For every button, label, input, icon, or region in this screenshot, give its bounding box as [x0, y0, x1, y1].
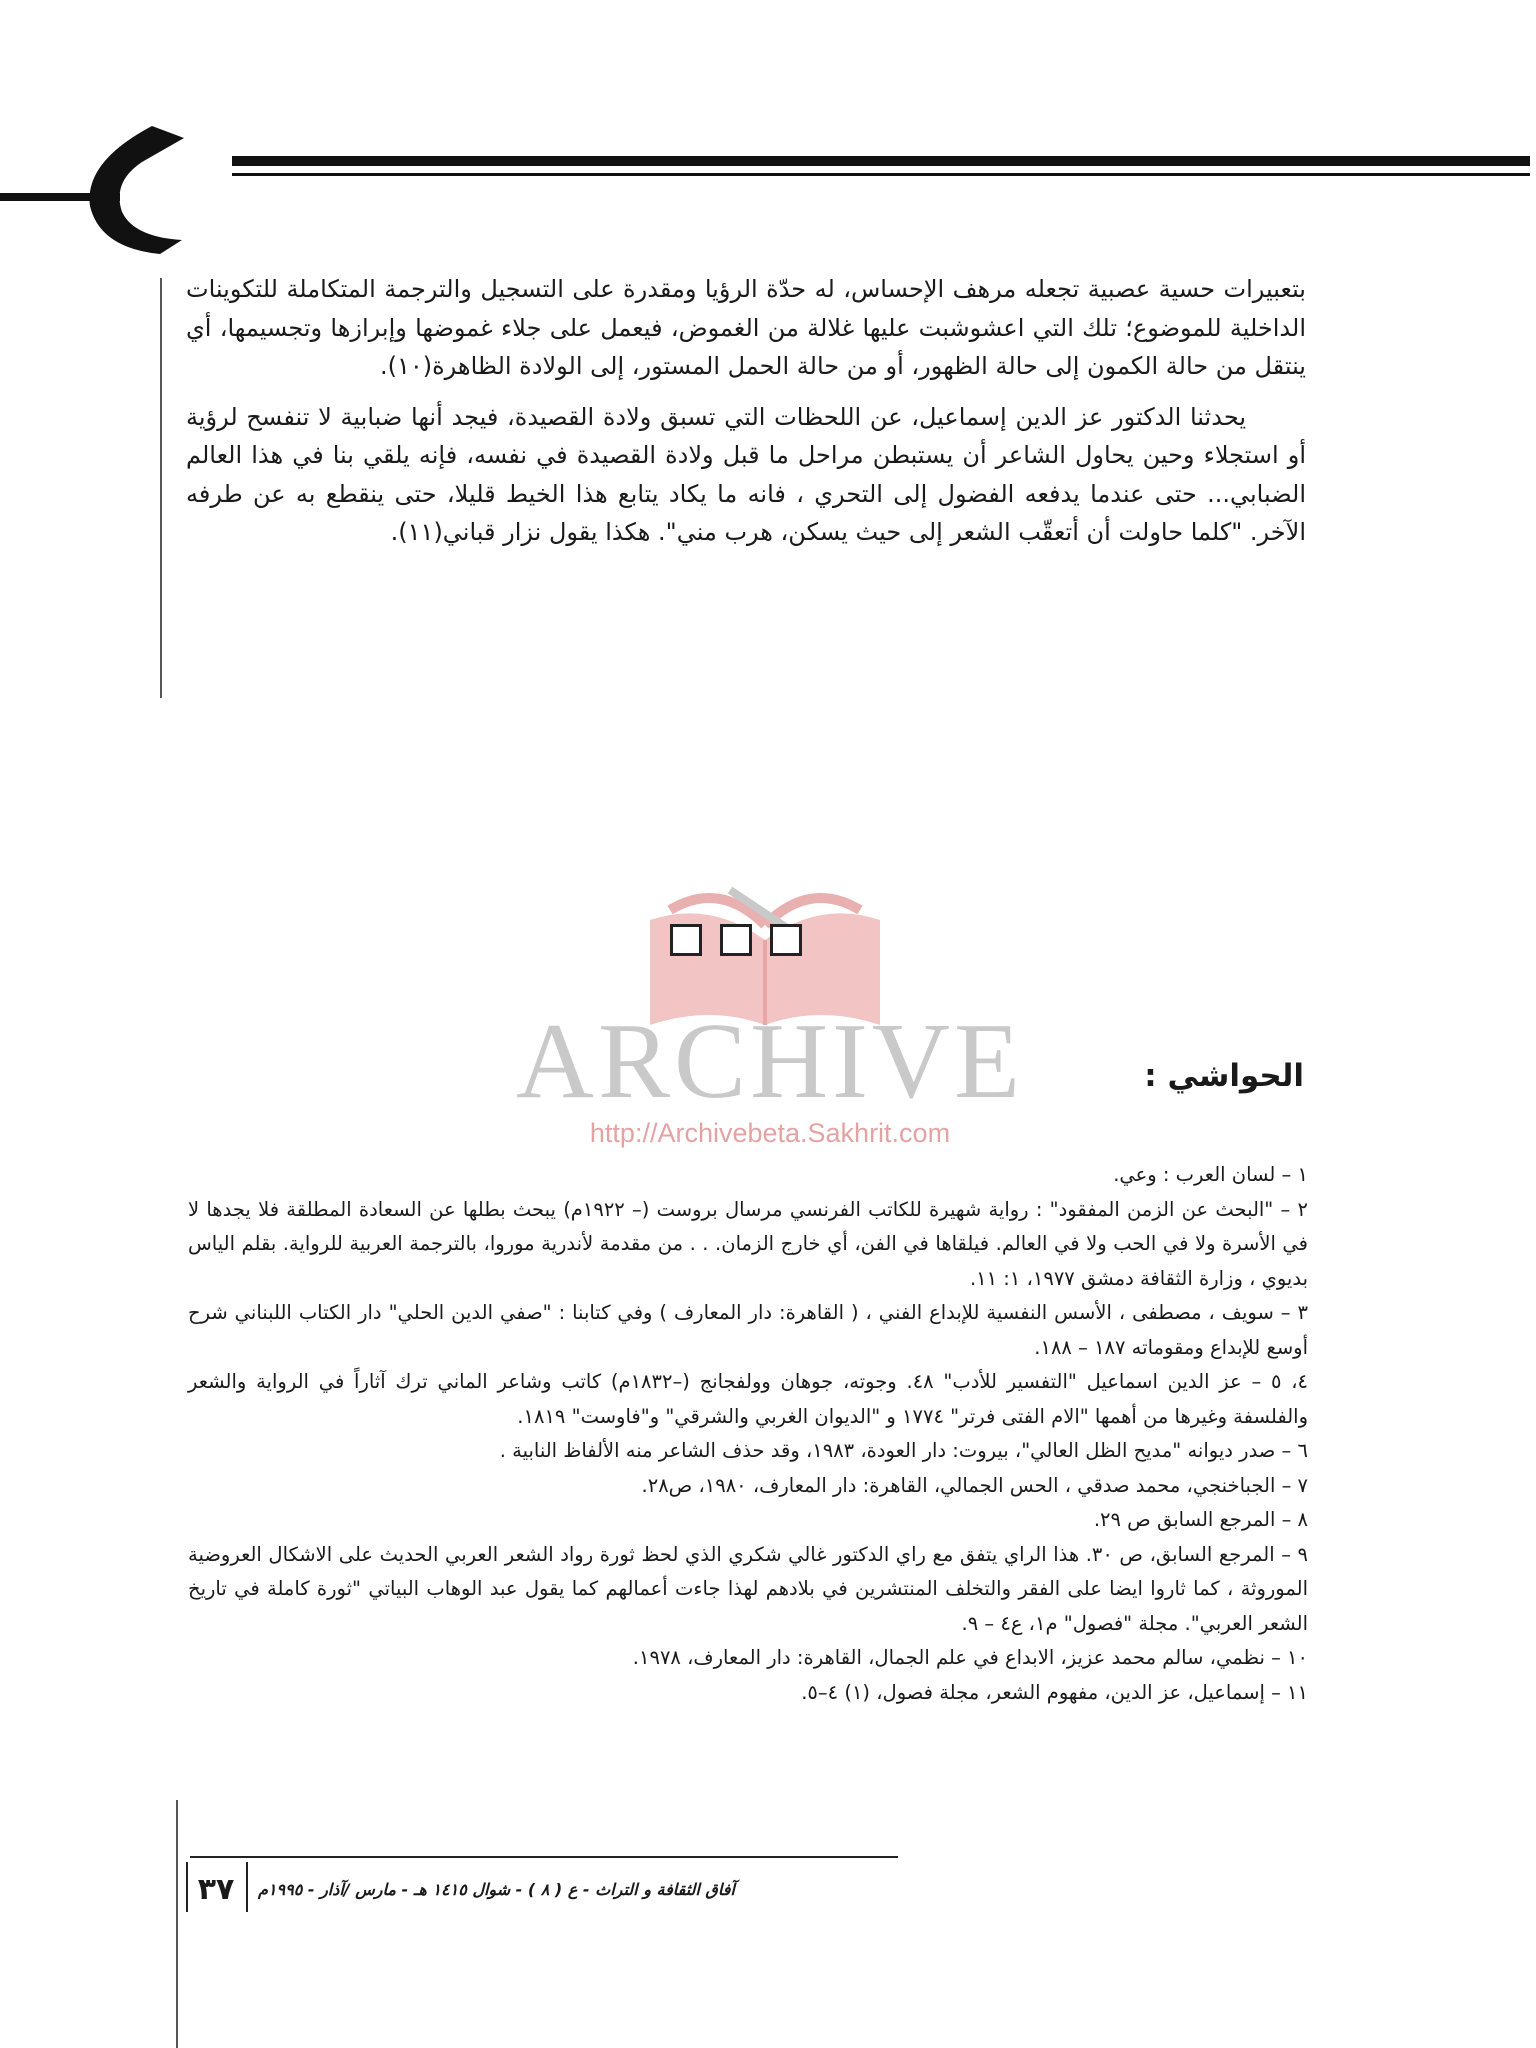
watermark-url[interactable]: http://Archivebeta.Sakhrit.com	[589, 1118, 951, 1148]
notes-heading: الحواشي :	[1144, 1058, 1304, 1094]
footnote-11: ١١ – إسماعيل، عز الدين، مفهوم الشعر، مجلة فصول، (١) ٤–٥.	[801, 1680, 1308, 1704]
header-rule	[232, 156, 1530, 182]
body-text	[186, 270, 1306, 564]
glyph-box	[670, 924, 702, 956]
body-paragraph-1: بتعبيرات حسية عصبية تجعله مرهف الإحساس، له حدّة الرؤيا ومقدرة على التسجيل والترجمة المتكاملة للتكوينات الداخلية للموضوع؛ تلك التي اعشوشبت عليها غلالة من الغموض، فيعمل على جلاء غموضها وإبرازها وتجسيمها، أي ينتقل من حالة الكمون إلى حالة الظهور، أو من حالة الحمل المستور، إلى الولادة الظاهرة(١٠).	[186, 275, 1306, 380]
footnotes-list	[188, 1158, 1308, 1710]
footnote-10: ١٠ – نظمي، سالم محمد عزيز، الابداع في علم الجمال، القاهرة: دار المعارف، ١٩٧٨.	[632, 1646, 1308, 1669]
footer-rule	[190, 1856, 898, 1858]
margin-line-lower	[176, 1800, 178, 2048]
archive-watermark	[510, 880, 1030, 1160]
journal-citation: آفاق الثقافة و التراث - ع ( ٨ ) - شوال ١٤١٥ هـ - مارس /آذار - ١٩٩٥م	[258, 1880, 735, 1899]
page-number: ٣٧	[197, 1872, 235, 1907]
footnote-3: ٣ – سويف ، مصطفى ، الأسس النفسية للإبداع الفني ، ( القاهرة: دار المعارف ) وفي كتابنا : "صفي الدين الحلي" دار الكتاب اللبناني شرح أوسع للإبداع ومقوماته ١٨٧ – ١٨٨.	[188, 1301, 1308, 1359]
header-rule-thick	[232, 156, 1530, 166]
header-rule-thin	[232, 173, 1530, 176]
glyph-box	[770, 924, 802, 956]
section-logo-mark	[82, 122, 192, 257]
margin-line-upper	[160, 278, 162, 698]
footnote-8: ٨ – المرجع السابق ص ٢٩.	[1093, 1508, 1308, 1531]
watermark-title: ARCHIVE	[516, 1002, 1024, 1121]
footnote-7: ٧ – الجباخنجي، محمد صدقي ، الحس الجمالي، القاهرة: دار المعارف، ١٩٨٠، ص٢٨.	[641, 1473, 1308, 1497]
body-paragraph-2: يحدثنا الدكتور عز الدين إسماعيل، عن اللحظات التي تسبق ولادة القصيدة، فيجد أنها ضبابية لا تنفسح لرؤية أو استجلاء وحين يحاول الشاعر أن يستبطن مراحل ما قبل ولادة القصيدة في نفسه، فإنه يلقي بنا في هذا العالم الضبابي... حتى عندما يدفعه الفضول إلى التحري ، فانه ما يكاد يتابع هذا الخيط قليلا، حتى ينقطع به عن طرفه الآخر. "كلما حاولت أن أتعقّب الشعر إلى حيث يسكن، هرب مني". هكذا يقول نزار قباني(١١).	[186, 402, 1306, 546]
footnote-9: ٩ – المرجع السابق، ص ٣٠. هذا الراي يتفق مع راي الدكتور غالي شكري الذي لحظ ثورة رواد الشعر العربي الحديث على الاشكال العروضية الموروثة ، كما ثاروا ايضا على الفقر والتخلف المنتشرين في بلادهم لهذا جاءت أعمالهم كما يقول عبد الوهاب البياتي "ثورة كاملة في تاريخ الشعر العربي". مجلة "فصول" م١، ع٤ – ٩.	[188, 1542, 1308, 1635]
glyph-box	[720, 924, 752, 956]
footnote-2: ٢ – "البحث عن الزمن المفقود" : رواية شهيرة للكاتب الفرنسي مرسال بروست (– ١٩٢٢م) يبحث بطلها عن السعادة المطلقة فلا يجدها لا في الأسرة ولا في الحب ولا في العالم. فيلقاها في الفن، أي خارج الزمان. . . من مقدمة لأندرية موروا، بالترجمة العربية للرواية. بقلم الياس بديوي ، وزارة الثقافة دمشق ١٩٧٧، ١: ١١.	[188, 1197, 1308, 1290]
placeholder-glyphs	[670, 924, 802, 956]
footnote-4-5: ٤، ٥ – عز الدين اسماعيل "التفسير للأدب" ٤٨. وجوته، جوهان وولفجانج (–١٨٣٢م) كاتب وشاعر الماني ترك آثاراً في الرواية والشعر والفلسفة وغيرها من أهمها "الام الفتى فرتر" ١٧٧٤ و "الديوان الغربي والشرقي" و"فاوست" ١٨١٩.	[188, 1370, 1308, 1428]
footnote-1: ١ – لسان العرب : وعي.	[1113, 1163, 1308, 1186]
footnote-6: ٦ – صدر ديوانه "مديح الظل العالي"، بيروت: دار العودة، ١٩٨٣، وقد حذف الشاعر منه الألفاظ النابية .	[499, 1439, 1308, 1462]
